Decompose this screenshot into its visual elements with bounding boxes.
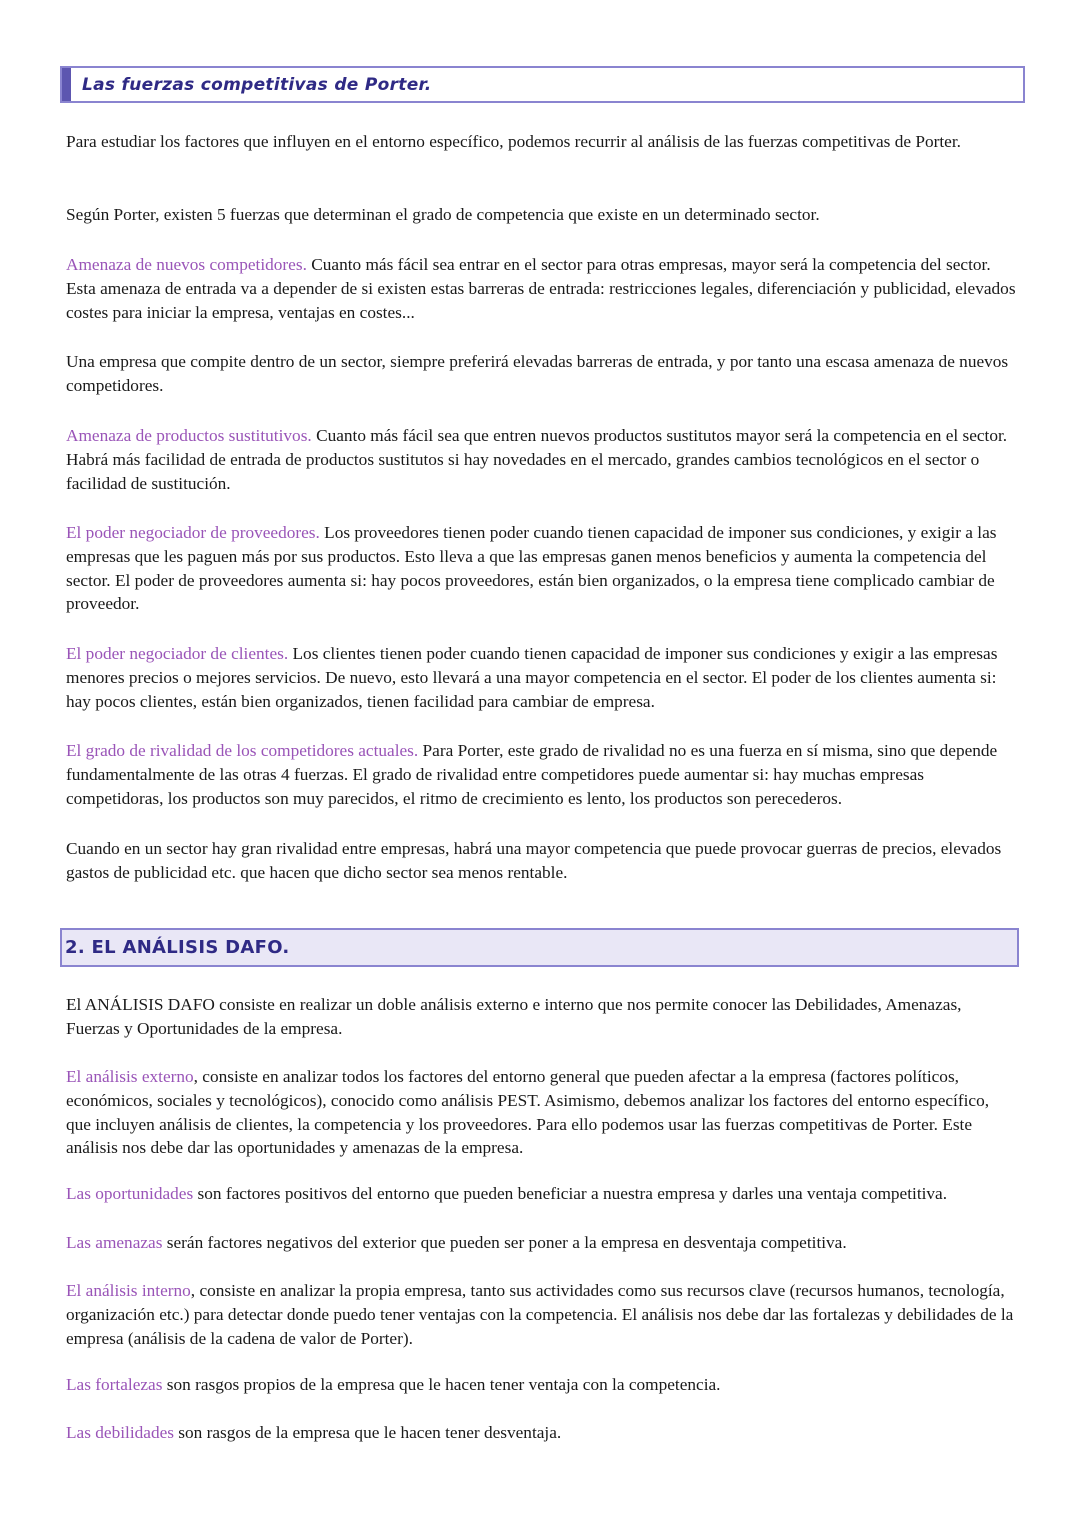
term-internal-analysis: El análisis interno [66, 1281, 191, 1300]
term-rivalry: El grado de rivalidad de los competidores actuales. [66, 741, 419, 760]
paragraph-weaknesses: Las debilidades son rasgos de la empresa que le hacen tener desventaja. [66, 1423, 562, 1442]
term-strengths: Las fortalezas [66, 1375, 163, 1394]
paragraph-threats: Las amenazas serán factores negativos del exterior que pueden ser poner a la empresa en desventaja competitiva. [66, 1233, 847, 1252]
term-threats: Las amenazas [66, 1233, 163, 1252]
term-external-analysis: El análisis externo [66, 1067, 194, 1086]
term-substitutes: Amenaza de productos sustitutivos. [66, 426, 312, 445]
paragraph-new-competitors: Amenaza de nuevos competidores. Cuanto más fácil sea entrar en el sector para otras empresas, mayor será la competencia del sector. Esta amenaza de entrada va a depender de si existen estas barreras de entrada: restricciones legales, diferenciación y publicidad, elevados costes para iniciar la empresa, ventajas en costes... [66, 255, 1016, 322]
term-weaknesses: Las debilidades [66, 1423, 174, 1442]
term-clients: El poder negociador de clientes. [66, 644, 289, 663]
paragraph-substitutes: Amenaza de productos sustitutivos. Cuanto más fácil sea que entren nuevos productos sustitutos mayor será la competencia en el sector. Habrá más facilidad de entrada de productos sustitutos si hay novedades en el mercado, grandes cambios tecnológicos en el sector o facilidad de sustitución. [66, 426, 1008, 493]
paragraph-external-analysis: El análisis externo, consiste en analizar todos los factores del entorno general que pueden afectar a la empresa (factores políticos, económicos, sociales y tecnológicos), conocido como análisis PEST. Asimismo, debemos analizar los factores del entorno específico, que incluyen análisis de clientes, la competencia y los proveedores. Para ello podemos usar las fuerzas competitivas de Porter. Este análisis nos debe dar las oportunidades y amenazas de la empresa. [66, 1067, 990, 1158]
heading-porter-text: Las fuerzas competitivas de Porter. [82, 74, 432, 95]
paragraph-rivalry: El grado de rivalidad de los competidores actuales. Para Porter, este grado de rivalidad no es una fuerza en sí misma, sino que depende fundamentalmente de las otras 4 fuerzas. El grado de rivalidad entre competidores puede aumentar si: hay muchas empresas competidoras, los productos son muy parecidos, el ritmo de crecimiento es lento, los productos son perecederos. [66, 741, 998, 808]
paragraph-internal-analysis: El análisis interno, consiste en analizar la propia empresa, tanto sus actividades como sus recursos clave (recursos humanos, tecnología, organización etc.) para detectar donde puedo tener ventajas con la competencia. El análisis nos debe dar las fortalezas y debilidades de la empresa (análisis de la cadena de valor de Porter). [66, 1281, 1014, 1348]
paragraph-intro-porter: Para estudiar los factores que influyen en el entorno específico, podemos recurrir al análisis de las fuerzas competitivas de Porter. [66, 132, 961, 151]
term-suppliers: El poder negociador de proveedores. [66, 523, 320, 542]
term-opportunities: Las oportunidades [66, 1184, 194, 1203]
heading-accent-bar [62, 68, 71, 101]
paragraph-opportunities: Las oportunidades son factores positivos del entorno que pueden beneficiar a nuestra empresa y darles una ventaja competitiva. [66, 1184, 948, 1203]
paragraph-dafo-intro: El ANÁLISIS DAFO consiste en realizar un doble análisis externo e interno que nos permite conocer las Debilidades, Amenazas, Fuerzas y Oportunidades de la empresa. [66, 995, 962, 1038]
section-heading-dafo [60, 928, 1019, 967]
paragraph-forces-count: Según Porter, existen 5 fuerzas que determinan el grado de competencia que existe en un determinado sector. [66, 205, 820, 224]
section-heading-porter [60, 66, 1025, 103]
paragraph-clients: El poder negociador de clientes. Los clientes tienen poder cuando tienen capacidad de imponer sus condiciones y exigir a las empresas menores precios o mejores servicios. De nuevo, esto llevará a una mayor competencia en el sector. El poder de los clientes aumenta si: hay pocos clientes, están bien organizados, tienen facilidad para cambiar de empresa. [66, 644, 998, 711]
paragraph-rivalry-effect: Cuando en un sector hay gran rivalidad entre empresas, habrá una mayor competencia que puede provocar guerras de precios, elevados gastos de publicidad etc. que hacen que dicho sector sea menos rentable. [66, 839, 1002, 882]
heading-dafo-text: 2. EL ANÁLISIS DAFO. [65, 937, 290, 958]
paragraph-suppliers: El poder negociador de proveedores. Los proveedores tienen poder cuando tienen capacidad de imponer sus condiciones, y exigir a las empresas que les paguen más por sus productos. Esto lleva a que las empresas ganen menos beneficios y aumenta la competencia del sector. El poder de proveedores aumenta si: hay pocos proveedores, están bien organizados, o la empresa tiene complicado cambiar de proveedor. [66, 523, 997, 614]
term-new-competitors: Amenaza de nuevos competidores. [66, 255, 307, 274]
paragraph-strengths: Las fortalezas son rasgos propios de la empresa que le hacen tener ventaja con la competencia. [66, 1375, 721, 1394]
paragraph-entry-barriers: Una empresa que compite dentro de un sector, siempre preferirá elevadas barreras de entrada, y por tanto una escasa amenaza de nuevos competidores. [66, 352, 1009, 395]
